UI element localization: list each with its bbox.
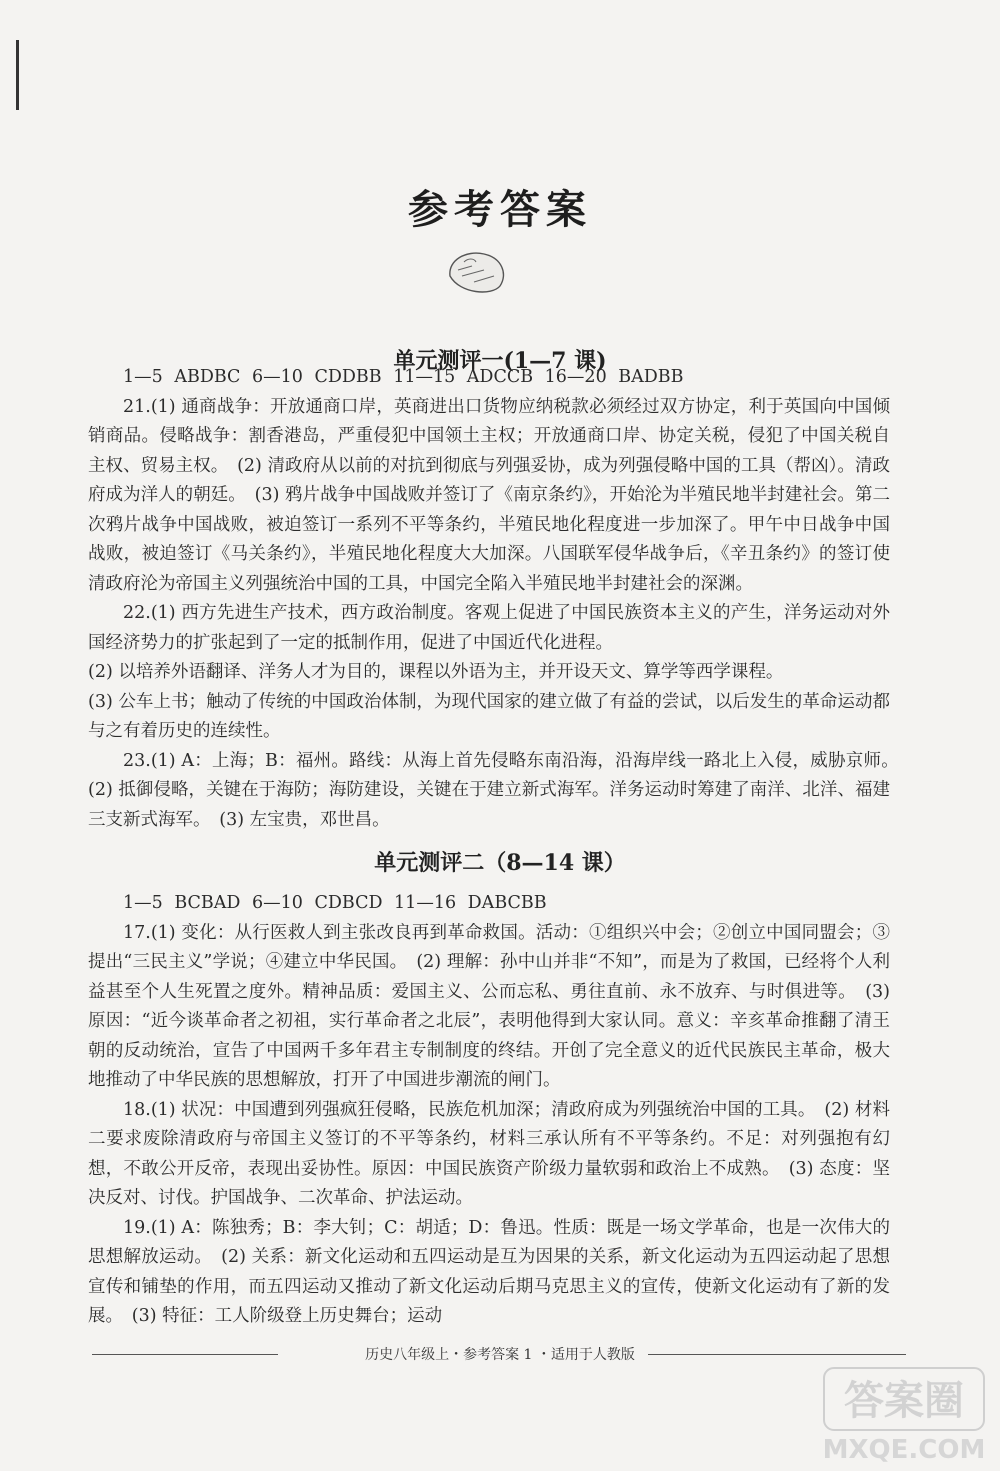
unit2-heading: 单元测评二（8—14 课） <box>374 850 626 876</box>
unit1-q22-part3: (3) 公车上书；触动了传统的中国政治体制，为现代国家的建立做了有益的尝试，以后发生的革命运动都与之有着历史的连续性。 <box>88 691 890 741</box>
page-footer: 历史八年级上・参考答案 1 ・适用于人教版 <box>365 1347 635 1363</box>
unit1-heading: 单元测评一(1—7 课) <box>393 348 607 374</box>
decorative-seal-icon <box>444 246 510 296</box>
unit2-q18: 18.(1) 状况：中国遭到列强疯狂侵略，民族危机加深；清政府成为列强统治中国的工具。 (2) 材料二要求废除清政府与帝国主义签订的不平等条约，材料三承认所有不平等条约。不足：对列强抱有幻想，不敢公开反帝，表现出妥协性。原因：中国民族资产阶级力量软弱和政治上不成熟。 (3) 态度：坚决反对、讨伐。护国战争、二次革命、护法运动。 <box>88 1099 890 1208</box>
unit2-multiple-choice: 1—5 BCBAD 6—10 CDBCD 11—16 DABCBB <box>123 893 547 913</box>
unit1-answers <box>88 363 908 835</box>
unit1-q22-part2: (2) 以培养外语翻译、洋务人才为目的，课程以外语为主，并开设天文、算学等西学课程。 <box>88 662 784 682</box>
unit1-multiple-choice: 1—5 ABDBC 6—10 CDDBB 11—15 ADCCB 16—20 BADBB <box>123 367 684 387</box>
unit1-q23: 23.(1) A：上海；B：福州。路线：从海上首先侵略东南沿海，沿海岸线一路北上入侵，威胁京师。 (2) 抵御侵略，关键在于海防；海防建设，关键在于建立新式海军。洋务运动时筹建了南洋、北洋、福建三支新式海军。 (3) 左宝贵，邓世昌。 <box>88 750 908 830</box>
svg-text:MXQE.COM: MXQE.COM <box>822 1435 986 1465</box>
unit1-q22-part1: 22.(1) 西方先进生产技术，西方政治制度。客观上促进了中国民族资本主义的产生，洋务运动对外国经济势力的扩张起到了一定的抵制作用，促进了中国近代化进程。 <box>88 603 890 653</box>
unit2-q17: 17.(1) 变化：从行医救人到主张改良再到革命救国。活动：①组织兴中会；②创立中国同盟会；③提出“三民主义”学说；④建立中华民国。 (2) 理解：孙中山并非“不知”，而是为了救国，已经将个人利益甚至个人生死置之度外。精神品质：爱国主义、公而忘私、勇往直前、永不放弃、与时俱进等。 (3) 原因：“近今谈革命者之初祖，实行革命者之北辰”，表明他得到大家认同。意义：辛亥革命推翻了清王朝的反动统治，宣告了中国两千多年君主专制制度的终结。开创了完全意义的近代民族民主革命，极大地推动了中华民族的思想解放，打开了中国进步潮流的闸门。 <box>88 922 890 1090</box>
unit2-answers <box>88 889 890 1332</box>
svg-text:答案圈: 答案圈 <box>844 1378 964 1424</box>
page-title: 参考答案 <box>408 186 592 233</box>
site-watermark-logo <box>820 1362 990 1467</box>
unit1-q21: 21.(1) 通商战争：开放通商口岸，英商进出口货物应纳税款必须经过双方协定，利于英国向中国倾销商品。侵略战争：割香港岛，严重侵犯中国领土主权；开放通商口岸、协定关税，侵犯了中国关税自主权、贸易主权。 (2) 清政府从以前的对抗到彻底与列强妥协，成为列强侵略中国的工具（帮凶）。清政府成为洋人的朝廷。 (3) 鸦片战争中国战败并签订了《南京条约》，开始沦为半殖民地半封建社会。第二次鸦片战争中国战败，被迫签订一系列不平等条约，半殖民地化程度进一步加深了。甲午中日战争中国战败，被迫签订《马关条约》，半殖民地化程度大大加深。八国联军侵华战争后，《辛丑条约》的签订使清政府沦为帝国主义列强统治中国的工具，中国完全陷入半殖民地半封建社会的深渊。 <box>88 396 890 594</box>
scan-edge-mark <box>16 40 19 110</box>
unit2-q19: 19.(1) A：陈独秀；B：李大钊；C：胡适；D：鲁迅。性质：既是一场文学革命，也是一次伟大的思想解放运动。 (2) 关系：新文化运动和五四运动是互为因果的关系，新文化运动为五四运动起了思想宣传和铺垫的作用，而五四运动又推动了新文化运动后期马克思主义的宣传，使新文化运动有了新的发展。 (3) 特征：工人阶级登上历史舞台；运动 <box>88 1217 890 1326</box>
